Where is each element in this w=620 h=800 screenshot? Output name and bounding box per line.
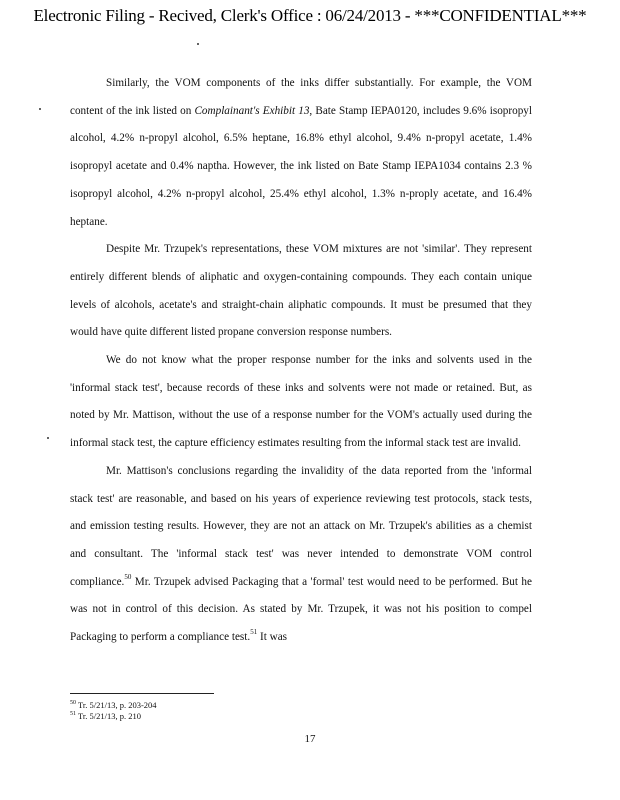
paragraph-text: Mr. Mattison's conclusions regarding the invalidity of the data reported from the 'informal stack test' are reasonable, and based on his years of experience reviewing test protocols, stack tests, and emission testing results. However, they are not an attack on Mr. Trzupek's abilities as a chemist and consultant. The 'informal stack test' was never intended to demonstrate VOM control compliance. xyxy=(70,464,532,588)
scan-speck xyxy=(39,108,41,110)
document-body xyxy=(70,70,532,652)
exhibit-citation: Complainant's Exhibit 13 xyxy=(194,104,310,117)
footnote-reference: 50 xyxy=(124,572,132,581)
scan-speck xyxy=(47,437,49,439)
filing-header: Electronic Filing - Recived, Clerk's Office : 06/24/2013 - ***CONFIDENTIAL*** xyxy=(33,6,587,25)
scan-speck xyxy=(197,43,199,45)
footnote-number: 50 xyxy=(70,700,76,707)
footnote xyxy=(70,711,157,722)
footnote-number: 51 xyxy=(70,711,76,718)
footnote xyxy=(70,700,157,711)
page-number: 17 xyxy=(304,733,316,745)
paragraph-text: We do not know what the proper response number for the inks and solvents used in the 'informal stack test', because records of these inks and solvents were not made or retained. But, as noted by Mr. Mattison, without the use of a response number for the VOM's actually used during the informal stack test, the capture efficiency estimates resulting from the informal stack test are invalid. xyxy=(70,354,532,450)
paragraph-text: It was xyxy=(257,631,288,644)
paragraph-text: Despite Mr. Trzupek's representations, these VOM mixtures are not 'similar'. They represent entirely different blends of aliphatic and oxygen-containing compounds. They each contain unique levels of alcohols, acetate's and straight-chain aliphatic compounds. It must be presumed that they would have quite different listed propane conversion response numbers. xyxy=(70,243,532,339)
paragraph-text: , Bate Stamp IEPA0120, includes 9.6% isopropyl alcohol, 4.2% n-propyl alcohol, 6.5% heptane, 16.8% ethyl alcohol, 9.4% n-propyl acetate, 1.4% isopropyl acetate and 0.4% naptha. However, the ink listed on Bate Stamp IEPA1034 contains 2.3 % isopropyl alcohol, 4.2% n-propyl alcohol, 25.4% ethyl alcohol, 1.3% n-proply acetate, and 16.4% heptane. xyxy=(70,104,532,228)
paragraph-text: Similarly, the VOM components of the inks differ substantially. For example, the VOM content of the ink listed on xyxy=(70,77,532,117)
body-paragraph xyxy=(70,458,532,652)
footnote-reference: 51 xyxy=(250,628,258,637)
footnote-separator xyxy=(70,693,214,694)
body-paragraph xyxy=(70,70,532,236)
paragraph-text: Mr. Trzupek advised Packaging that a 'formal' test would need to be performed. But he was not in control of this decision. As stated by Mr. Trzupek, it was not his position to compel Packaging to perform a compliance test. xyxy=(70,575,532,644)
footnotes xyxy=(70,700,157,722)
body-paragraph xyxy=(70,347,532,458)
footnote-text: Tr. 5/21/13, p. 203-204 xyxy=(76,700,157,710)
footnote-text: Tr. 5/21/13, p. 210 xyxy=(76,711,141,721)
body-paragraph xyxy=(70,236,532,347)
